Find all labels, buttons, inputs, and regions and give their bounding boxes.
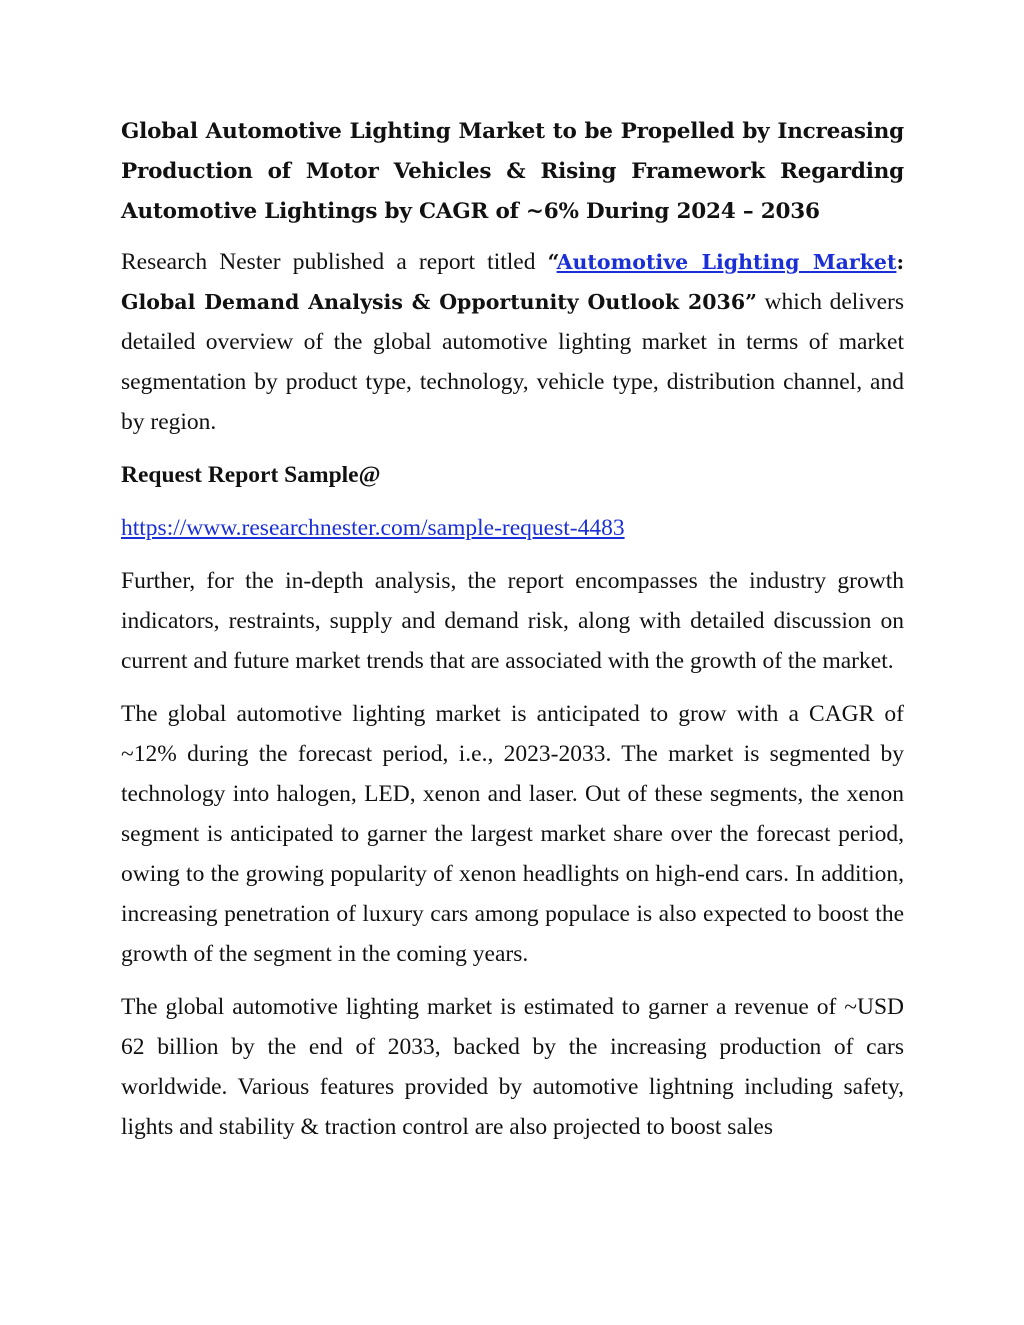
intro-report-subtitle: : Global Demand Analysis & Opportunity Outlook 2036” (121, 250, 905, 314)
analysis-paragraph: Further, for the in-depth analysis, the report encompasses the industry growth indicators, restraints, supply and demand risk, along with detailed discussion on current and future market trends that are associated with the growth of the market. (121, 568, 904, 674)
request-url-line (121, 508, 904, 548)
request-sample-heading: Request Report Sample@ (121, 462, 381, 488)
revenue-paragraph: The global automotive lighting market is estimated to garner a revenue of ~USD 62 billion by the end of 2033, backed by the increasing production of cars worldwide. Various features provided by automotive lightning including safety, lights and stability & traction control are also projected to boost sales (121, 994, 904, 1140)
document-page (121, 112, 904, 1160)
intro-open-quote: “ (547, 250, 557, 274)
sample-request-link[interactable]: https://www.researchnester.com/sample-request-4483 (121, 515, 625, 541)
intro-prefix: Research Nester published a report titled (121, 249, 548, 275)
cagr-paragraph: The global automotive lighting market is anticipated to grow with a CAGR of ~12% during the forecast period, i.e., 2023-2033. The market is segmented by technology into halogen, LED, xenon and laser. Out of these segments, the xenon segment is anticipated to garner the largest market share over the forecast period, owing to the growing popularity of xenon headlights on high-end cars. In addition, increasing penetration of luxury cars among populace is also expected to boost the growth of the segment in the coming years. (121, 701, 904, 967)
report-title-link[interactable]: Automotive Lighting Market (556, 250, 897, 274)
intro-paragraph (121, 242, 904, 442)
document-title: Global Automotive Lighting Market to be Propelled by Increasing Production of Motor Vehicles & Rising Framework Regarding Automotive Lightings by CAGR of ~6% During 2024 – 2036 (121, 119, 904, 224)
intro-suffix: which delivers detailed overview of the global automotive lighting market in terms of market segmentation by product type, technology, vehicle type, distribution channel, and by region. (121, 289, 904, 435)
